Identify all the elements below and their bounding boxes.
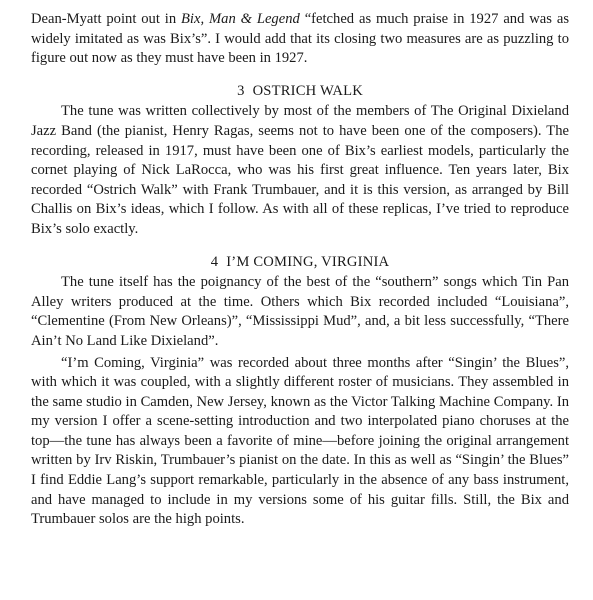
intro-paragraph — [31, 10, 569, 69]
intro-text-end: “fetched as much praise in 1927 and was as widely imitated as was Bix’s”. I would add that its closing two measures are as puzzling to figure out now as they must have been in 1927. — [31, 11, 569, 67]
section-3-paragraph: The tune was written collectively by most of the members of The Original Dixieland Jazz Band (the pianist, Henry Ragas, seems not to have been one of the composers). The recording, released in 1917, must have been one of Bix’s earliest models, particularly the cornet playing of Nick LaRocca, who was his first great influence. Ten years later, Bix recorded “Ostrich Walk” with Frank Trumbauer, and it is this version, as arranged by Bill Challis on Bix’s ideas, which I follow. As with all of these replicas, I’ve tried to reproduce Bix’s solo exactly. — [31, 103, 569, 237]
intro-text-start: Dean-Myatt point out in — [31, 11, 182, 27]
section-4-heading — [31, 253, 569, 273]
section-4-paragraph-1: The tune itself has the poignancy of the best of the “southern” songs which Tin Pan Alley writers produced at the time. Others which Bix recorded included “Louisiana”, “Clementine (From New Orleans)”, “Mississippi Mud”, and, a bit less successfully, “There Ain’t No Land Like Dixieland”. — [31, 274, 569, 349]
section-3-heading — [31, 82, 569, 102]
section-3-title: OSTRICH WALK — [252, 82, 363, 99]
document-page — [31, 10, 569, 530]
book-title: Bix, Man & Legend — [181, 11, 300, 27]
section-4-title: I’M COMING, VIRGINIA — [226, 253, 390, 270]
section-4-number: 4 — [210, 253, 219, 270]
section-3-number: 3 — [237, 82, 245, 99]
section-4-paragraph-2: “I’m Coming, Virginia” was recorded about three months after “Singin’ the Blues”, with which it was coupled, with a slightly different roster of musicians. They assembled in the same studio in Camden, New Jersey, known as the Victor Talking Machine Company. In my version I offer a scene-setting introduction and two interpolated piano choruses at the top—the tune has always been a favorite of mine—before joining the original arrangement written by Irv Riskin, Trumbauer’s pianist on the date. In this as well as “Singin’ the Blues” I find Eddie Lang’s support remarkable, particularly in the absence of any bass instrument, and have managed to include in my versions some of his guitar fills. Still, the Bix and Trumbauer solos are the high points. — [31, 354, 569, 528]
